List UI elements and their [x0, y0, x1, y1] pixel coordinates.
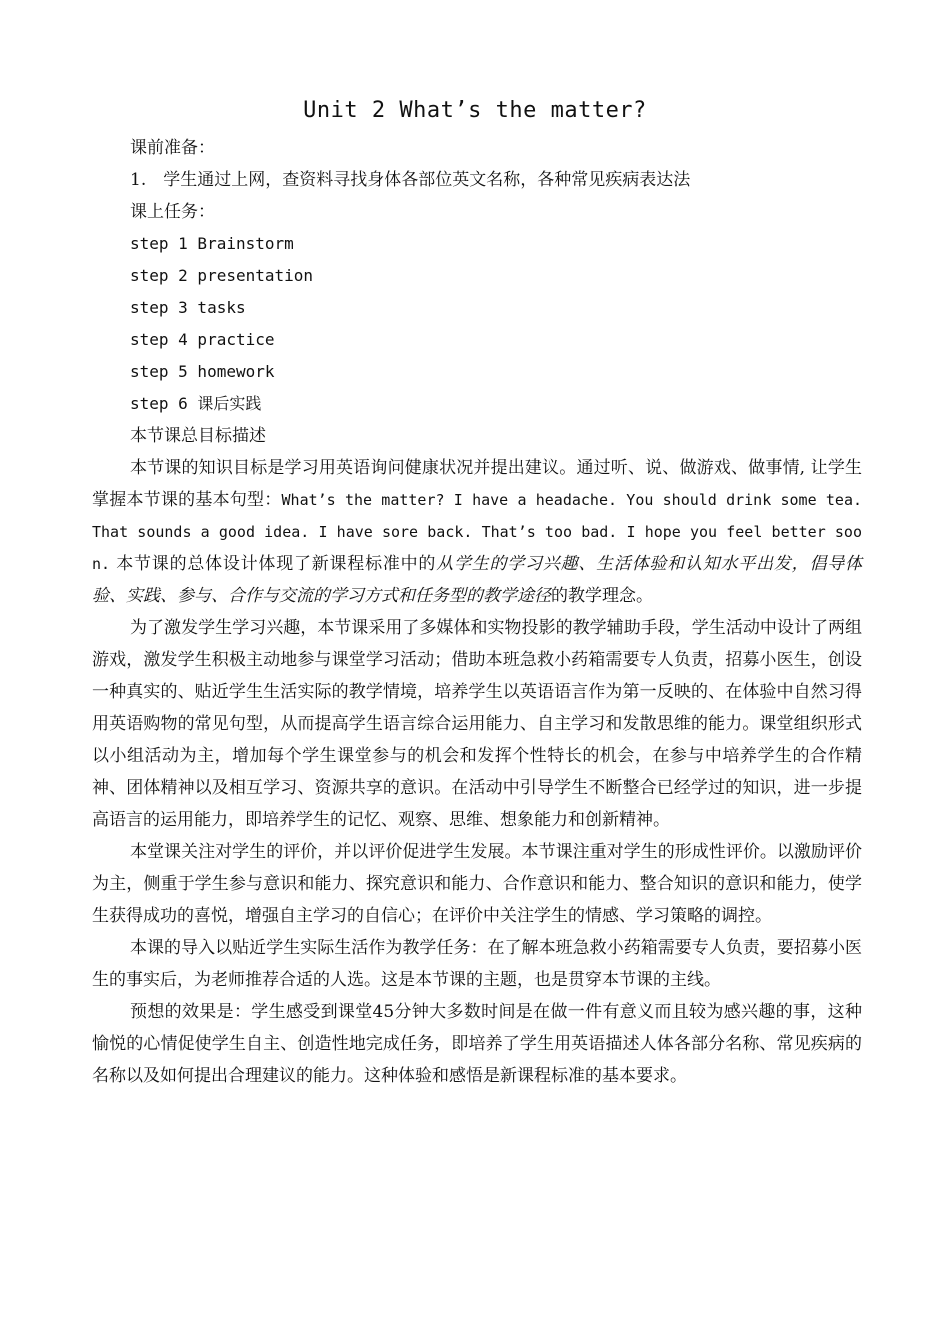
example-sentences: What’s the matter? I have a headache. You should drink some tea. That sounds a good idea. I have sore back. That’s too bad. I hope you feel better soon.: [92, 491, 863, 573]
step-item: step 1 Brainstorm: [130, 234, 294, 253]
paragraph-text: 的教学理念。: [551, 586, 653, 606]
step-item: step 5 homework: [130, 362, 275, 381]
step-item: step 4 practice: [130, 330, 275, 349]
goal-heading: 本节课总目标描述: [130, 426, 266, 446]
prep-heading: 课前准备：: [130, 138, 215, 158]
step-item: step 6 课后实践: [130, 394, 262, 413]
prep-item: 1. 学生通过上网，查资料寻找身体各部位英文名称，各种常见疾病表达法: [130, 170, 691, 190]
tasks-heading: 课上任务：: [130, 202, 215, 222]
paragraph-text: 本节课的知识目标是学习用英语询问健康状况并提出建议。通过听、说、做游戏、做事情, 让学生掌握本节课的基本句型：: [92, 458, 862, 510]
paragraph-evaluation: 本堂课关注对学生的评价，并以评价促进学生发展。本节课注重对学生的形成性评价。以激励评价为主，侧重于学生参与意识和能力、探究意识和能力、合作意识和能力、整合知识的意识和能力，使学生获得成功的喜悦，增强自主学习的自信心；在评价中关注学生的情感、学习策略的调控。: [92, 842, 862, 926]
paragraph-expected-effect: 预想的效果是：学生感受到课堂45分钟大多数时间是在做一件有意义而且较为感兴趣的事，这种愉悦的心情促使学生自主、创造性地完成任务，即培养了学生用英语描述人体各部分名称、常见疾病的名称以及如何提出合理建议的能力。这种体验和感悟是新课程标准的基本要求。: [92, 1002, 862, 1086]
emphasized-text: 从学生的学习兴趣、生活体验和认知水平出发，倡导体验、实践、参与、合作与交流的学习方式和任务型的教学途径: [92, 554, 863, 606]
document-title: Unit 2 What’s the matter?: [303, 98, 647, 123]
body-text: [92, 452, 862, 1092]
lesson-outline: [92, 132, 862, 452]
step-item: step 2 presentation: [130, 266, 314, 285]
paragraph-knowledge-goal: [92, 452, 862, 612]
paragraph-introduction: 本课的导入以贴近学生实际生活作为教学任务：在了解本班急救小药箱需要专人负责，要招募小医生的事实后，为老师推荐合适的人选。这是本节课的主题，也是贯穿本节课的主线。: [92, 938, 862, 990]
paragraph-methods: 为了激发学生学习兴趣，本节课采用了多媒体和实物投影的教学辅助手段，学生活动中设计了两组游戏，激发学生积极主动地参与课堂学习活动；借助本班急救小药箱需要专人负责，招募小医生，创设一种真实的、贴近学生生活实际的教学情境，培养学生以英语语言作为第一反映的、在体验中自然习得用英语购物的常见句型，从而提高学生语言综合运用能力、自主学习和发散思维的能力。课堂组织形式以小组活动为主，增加每个学生课堂参与的机会和发挥个性特长的机会，在参与中培养学生的合作精神、团体精神以及相互学习、资源共享的意识。在活动中引导学生不断整合已经学过的知识，进一步提高语言的运用能力，即培养学生的记忆、观察、思维、想象能力和创新精神。: [92, 618, 862, 830]
paragraph-text: 本节课的总体设计体现了新课程标准中的: [110, 554, 437, 574]
step-item: step 3 tasks: [130, 298, 246, 317]
